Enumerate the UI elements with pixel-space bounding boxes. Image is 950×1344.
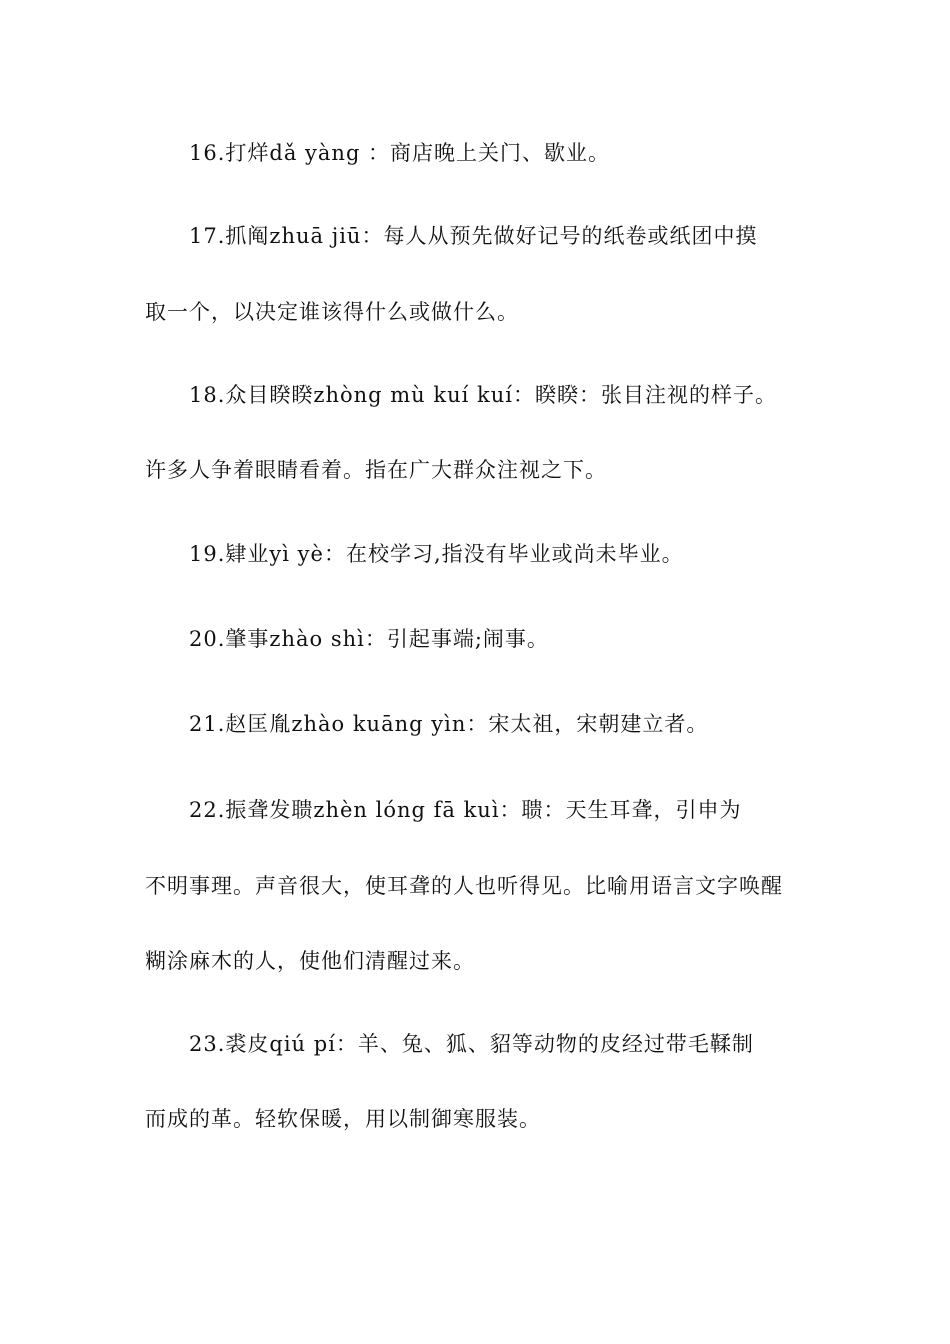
entry-17-line-1: 17.抓阄zhuā jiū：每人从预先做好记号的纸卷或纸团中摸 xyxy=(189,224,758,248)
entry-16-line-1: 16.打烊dǎ yàng ：商店晚上关门、歇业。 xyxy=(189,141,611,165)
entry-22-line-1: 22.振聋发聩zhèn lóng fā kuì：聩：天生耳聋，引申为 xyxy=(189,798,742,822)
entry-19-line-1: 19.肄业yì yè：在校学习,指没有毕业或尚未毕业。 xyxy=(189,542,684,566)
entry-20-line-1: 20.肇事zhào shì：引起事端;闹事。 xyxy=(189,627,549,651)
entry-22-line-3: 糊涂麻木的人，使他们清醒过来。 xyxy=(145,949,475,973)
entry-18-line-1: 18.众目睽睽zhòng mù kuí kuí：睽睽：张目注视的样子。 xyxy=(189,383,777,407)
entry-23-line-1: 23.裘皮qiú pí：羊、兔、狐、貂等动物的皮经过带毛鞣制 xyxy=(189,1032,754,1056)
entry-22-line-2: 不明事理。声音很大，使耳聋的人也听得见。比喻用语言文字唤醒 xyxy=(145,874,783,898)
entry-17-line-2: 取一个，以决定谁该得什么或做什么。 xyxy=(145,300,519,324)
entry-21-line-1: 21.赵匡胤zhào kuāng yìn：宋太祖，宋朝建立者。 xyxy=(189,712,709,736)
entry-18-line-2: 许多人争着眼睛看着。指在广大群众注视之下。 xyxy=(145,458,607,482)
entry-23-line-2: 而成的革。轻软保暖，用以制御寒服装。 xyxy=(145,1107,541,1131)
